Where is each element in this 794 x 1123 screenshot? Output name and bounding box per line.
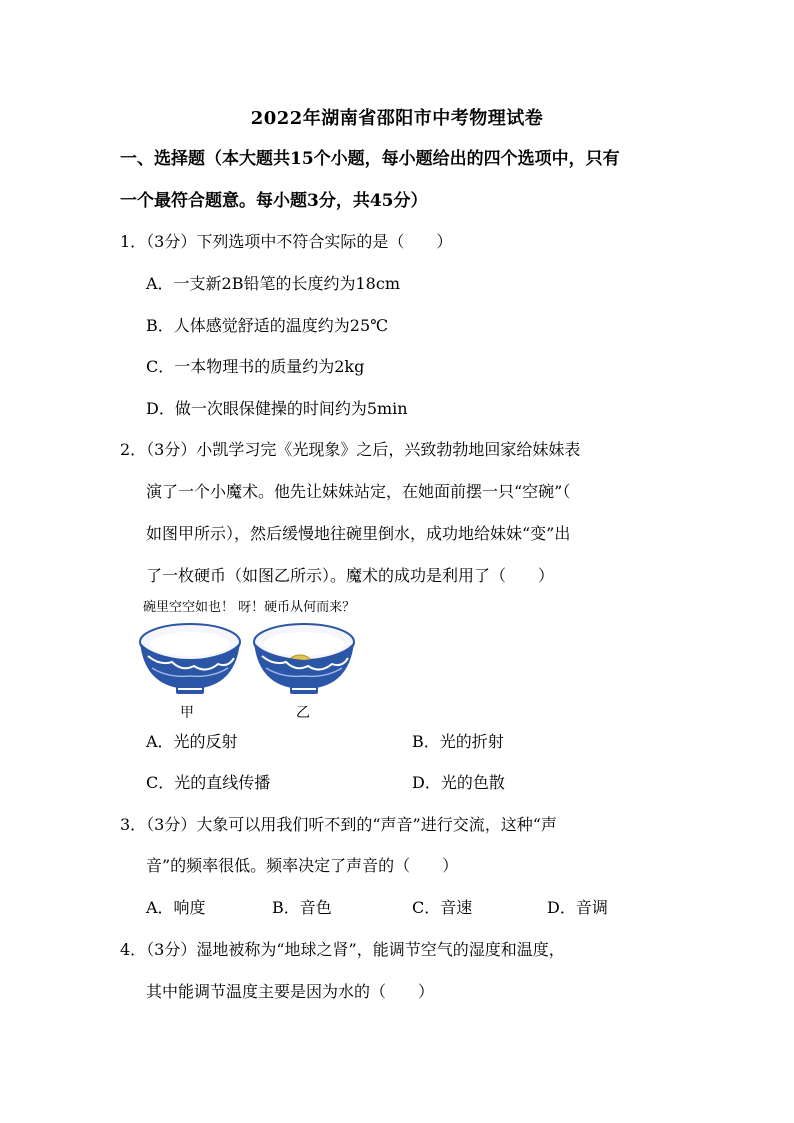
figure-label-yi: 乙	[296, 705, 310, 721]
q2-option-c: C．光的直线传播	[146, 773, 271, 792]
q2-figure-caption: 碗里空空如也！ 呀！硬币从何而来？	[143, 600, 356, 615]
q2-stem-line-3: 如图甲所示），然后缓慢地往碗里倒水，成功地给妹妹“变”出	[146, 524, 571, 543]
q2-stem-line-4: 了一枚硬币（如图乙所示）。魔术的成功是利用了（ ）	[146, 566, 555, 585]
figure-label-jia: 甲	[180, 705, 194, 721]
coin-bowl-figure	[252, 622, 356, 702]
q1-option-a: A．一支新2B铅笔的长度约为18cm	[146, 274, 400, 293]
empty-bowl-figure	[138, 622, 242, 702]
section-heading-line-2: 一个最符合题意。每小题3分，共45分）	[120, 191, 428, 211]
page-title: 2022年湖南省邵阳市中考物理试卷	[250, 108, 544, 129]
q2-stem-line-1: 2．（3分）小凯学习完《光现象》之后，兴致勃勃地回家给妹妹表	[120, 440, 581, 459]
q2-option-b: B．光的折射	[412, 732, 504, 751]
q3-option-c: C．音速	[412, 898, 473, 917]
section-heading-line-1: 一、选择题（本大题共15个小题，每小题给出的四个选项中，只有	[120, 149, 620, 169]
q2-stem-line-2: 演了一个小魔术。他先让妹妹站定，在她面前摆一只“空碗”（	[146, 482, 571, 501]
q3-stem-line-1: 3．（3分）大象可以用我们听不到的“声音”进行交流，这种“声	[120, 815, 557, 834]
q2-option-d: D．光的色散	[412, 773, 505, 792]
q2-option-a: A．光的反射	[146, 732, 238, 751]
q1-option-c: C．一本物理书的质量约为2kg	[146, 357, 365, 376]
q1-option-b: B．人体感觉舒适的温度约为25℃	[146, 316, 389, 335]
q4-stem-line-1: 4．（3分）湿地被称为“地球之肾”，能调节空气的湿度和温度，	[120, 940, 565, 959]
q3-option-a: A．响度	[146, 898, 206, 917]
q1-stem: 1．（3分）下列选项中不符合实际的是（ ）	[120, 232, 453, 251]
q1-option-d: D．做一次眼保健操的时间约为5min	[146, 399, 408, 418]
q3-option-b: B．音色	[272, 898, 332, 917]
q3-option-d: D．音调	[547, 898, 608, 917]
section-heading-1	[120, 138, 690, 222]
q4-stem-line-2: 其中能调节温度主要是因为水的（ ）	[146, 982, 435, 1001]
q3-stem-line-2: 音”的频率很低。频率决定了声音的（ ）	[146, 856, 459, 875]
